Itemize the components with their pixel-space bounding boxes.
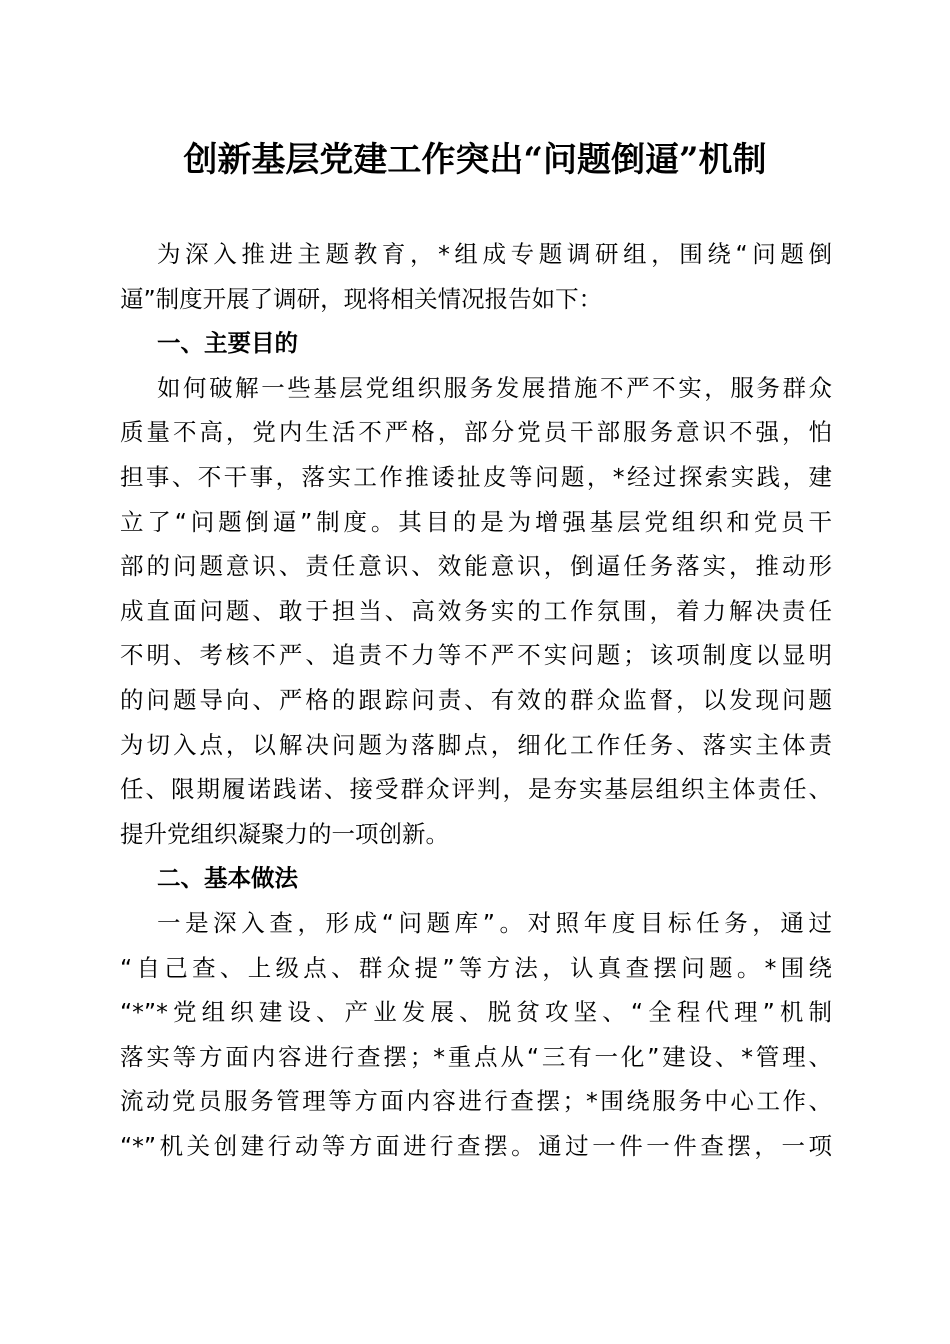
paragraph-line: 担事、不干事，落实工作推诿扯皮等问题，*经过探索实践，建 <box>120 462 832 491</box>
section-heading-basic-practices: 二、基本做法 <box>157 864 298 893</box>
paragraph-line: 的问题导向、严格的跟踪问责、有效的群众监督，以发现问题 <box>120 685 832 714</box>
paragraph-line: “*”*党组织建设、产业发展、脱贫攻坚、“全程代理”机制 <box>120 998 832 1027</box>
paragraph-line: 一是深入查，形成“问题库”。对照年度目标任务，通过 <box>157 908 832 937</box>
paragraph-line: 落实等方面内容进行查摆；*重点从“三有一化”建设、*管理、 <box>120 1042 832 1071</box>
body-paragraph-practices <box>120 901 832 1169</box>
paragraph-line: 为深入推进主题教育，*组成专题调研组，围绕“问题倒 <box>157 240 832 268</box>
paragraph-line: 质量不高，党内生活不严格，部分党员干部服务意识不强，怕 <box>120 418 832 447</box>
paragraph-line: 为切入点，以解决问题为落脚点，细化工作任务、落实主体责 <box>120 730 832 759</box>
paragraph-line: 不明、考核不严、追责不力等不严不实问题；该项制度以显明 <box>120 641 832 670</box>
paragraph-line: 任、限期履诺践诺、接受群众评判，是夯实基层组织主体责任、 <box>120 775 832 804</box>
intro-paragraph <box>120 232 832 321</box>
paragraph-line: 立了“问题倒逼”制度。其目的是为增强基层党组织和党员干 <box>120 507 832 536</box>
section-heading-main-purpose: 一、主要目的 <box>157 329 298 358</box>
paragraph-line: 提升党组织凝聚力的一项创新。 <box>120 819 449 848</box>
paragraph-line: 如何破解一些基层党组织服务发展措施不严不实，服务群众 <box>157 373 832 402</box>
paragraph-line: 成直面问题、敢于担当、高效务实的工作氛围，着力解决责任 <box>120 596 832 625</box>
paragraph-line: 部的问题意识、责任意识、效能意识，倒逼任务落实，推动形 <box>120 552 832 581</box>
paragraph-line: 逼”制度开展了调研，现将相关情况报告如下： <box>120 284 603 313</box>
document-body <box>120 232 832 1168</box>
document-title: 创新基层党建工作突出“问题倒逼”机制 <box>183 140 767 180</box>
paragraph-line: “自己查、上级点、群众提”等方法，认真查摆问题。*围绕 <box>120 953 832 982</box>
paragraph-line: 流动党员服务管理等方面内容进行查摆；*围绕服务中心工作、 <box>120 1087 832 1116</box>
paragraph-line: “*”机关创建行动等方面进行查摆。通过一件一件查摆，一项 <box>120 1131 832 1160</box>
body-paragraph-purpose <box>120 366 832 857</box>
